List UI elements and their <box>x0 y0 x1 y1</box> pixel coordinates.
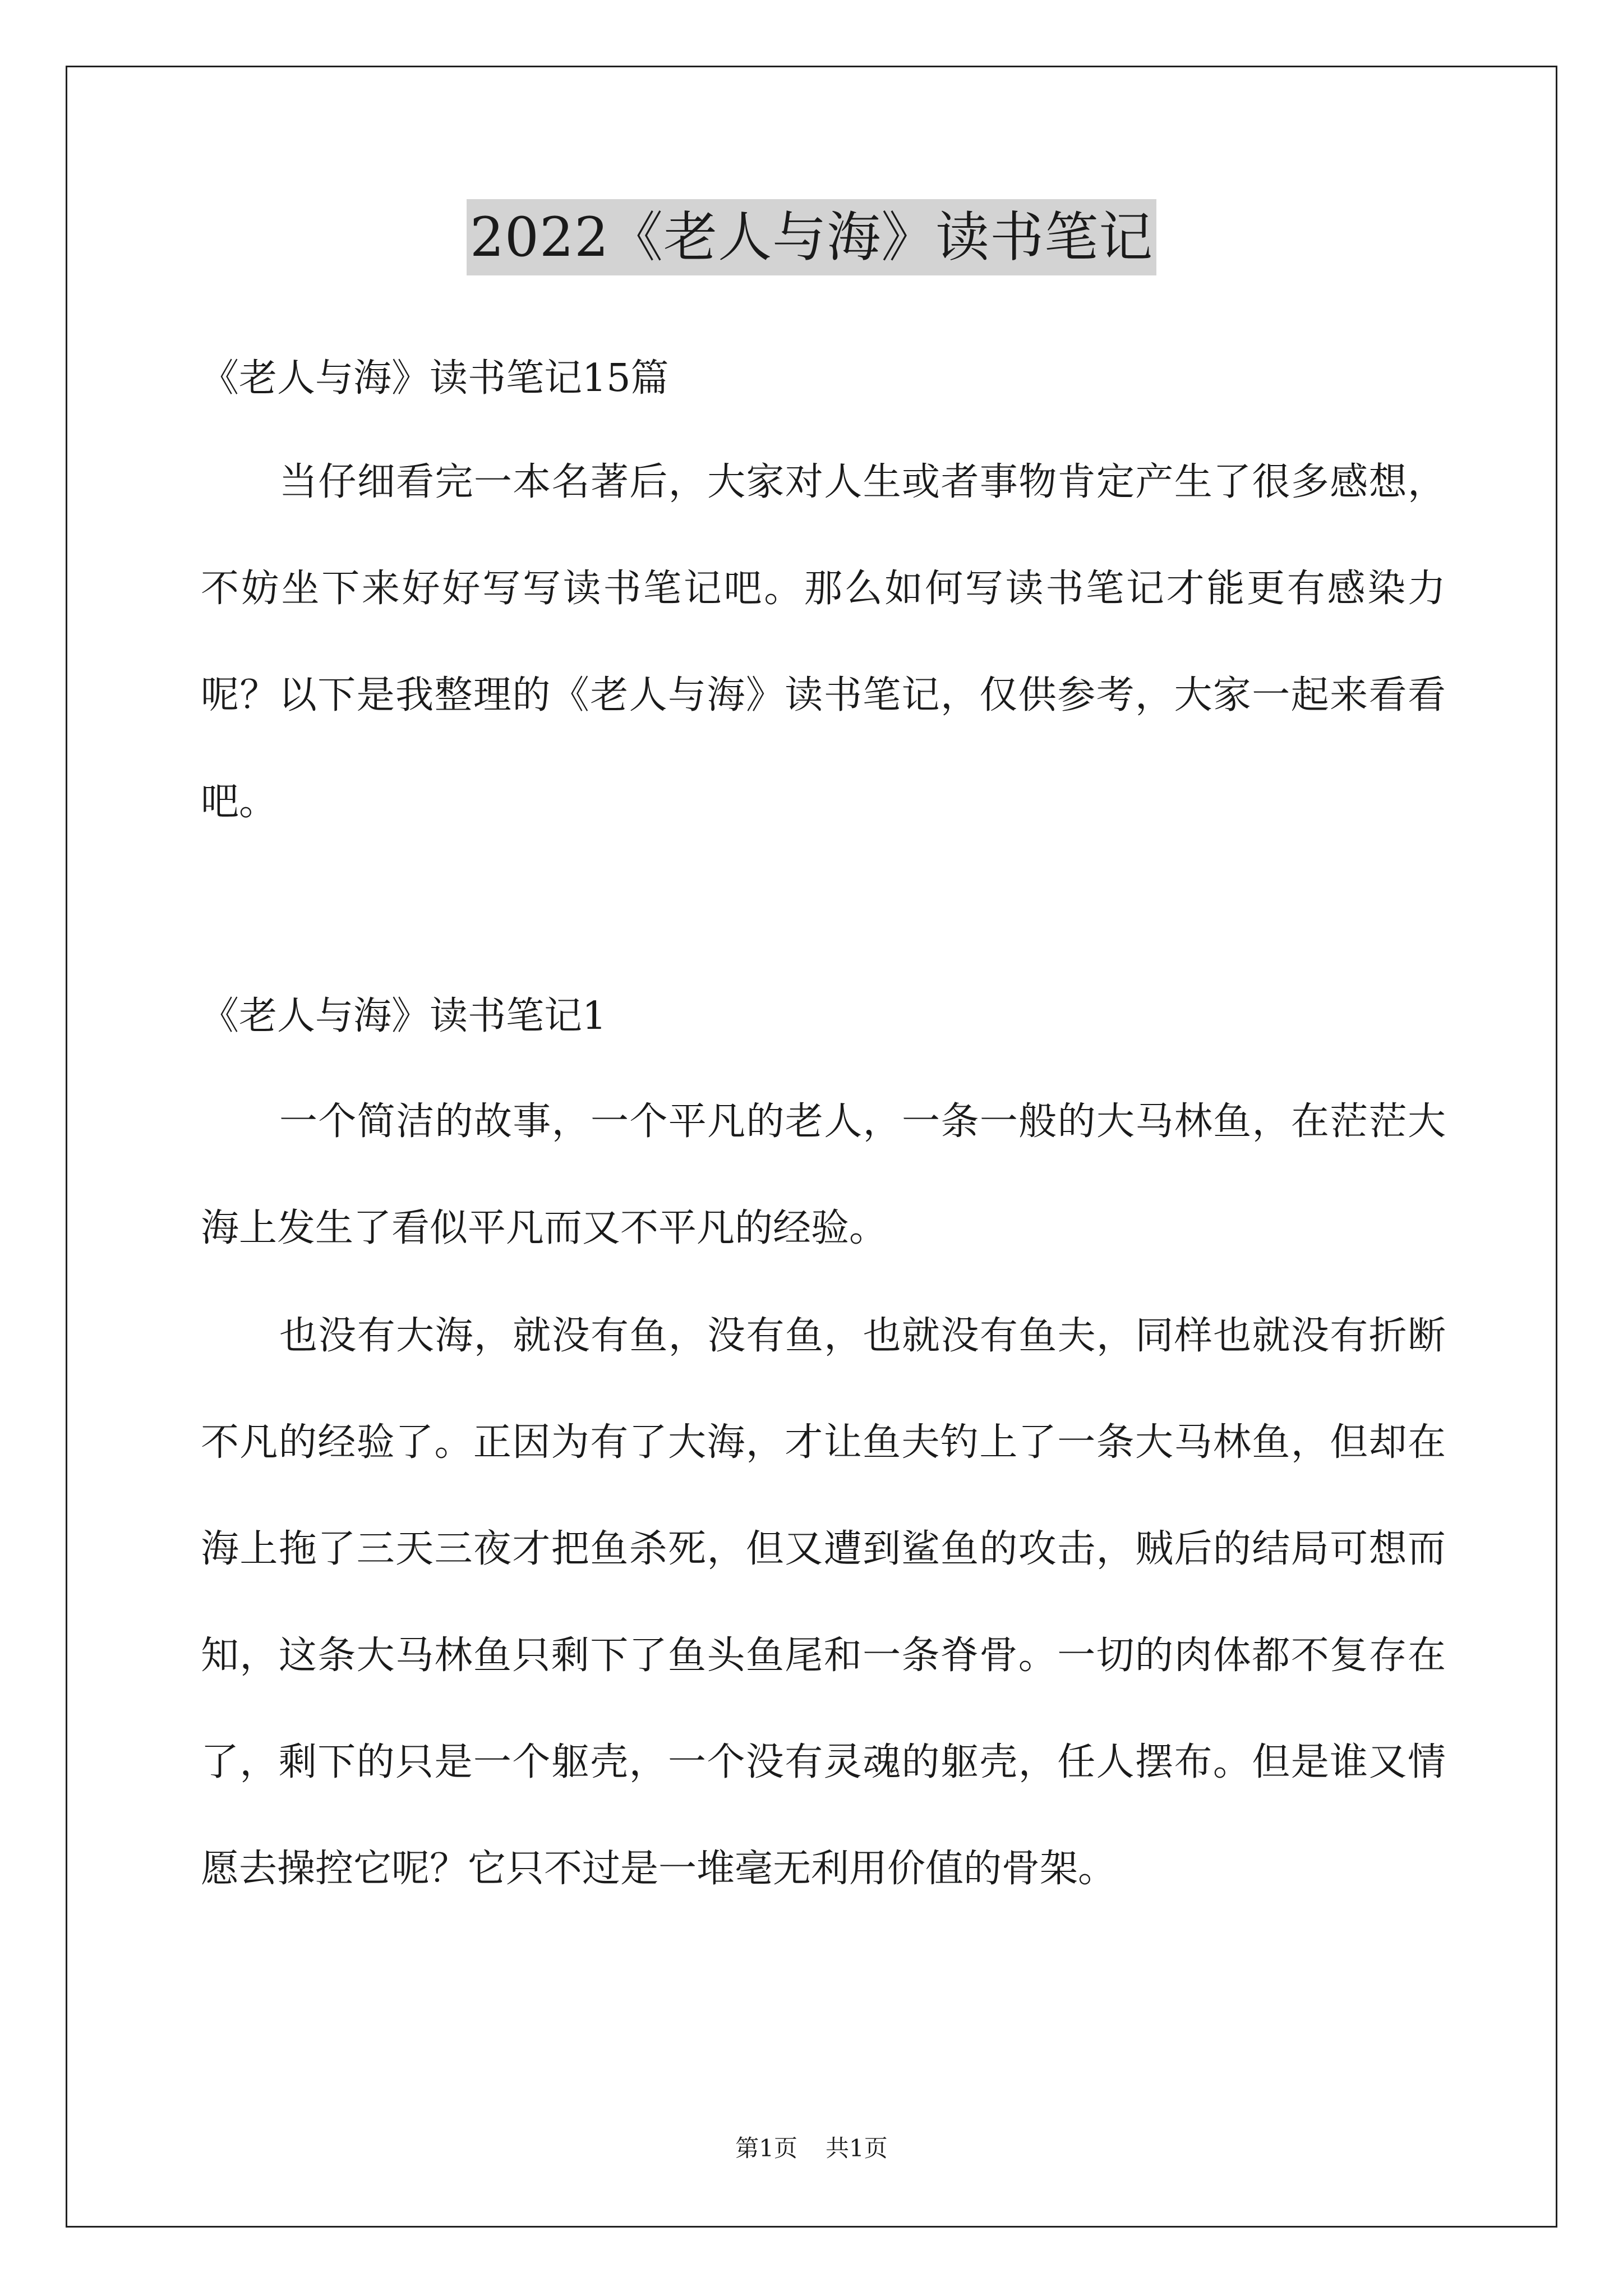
page-number-total: 共1页 <box>826 2134 888 2162</box>
page-number-current: 第1页 <box>735 2134 797 2162</box>
document-title: 2022《老人与海》读书笔记 <box>467 199 1156 275</box>
section-1-paragraph-2: 也没有大海，就没有鱼，没有鱼，也就没有鱼夫，同样也就没有折断不凡的经验了。正因为有了大海，才让鱼夫钓上了一条大马林鱼，但却在海上拖了三天三夜才把鱼杀死，但又遭到鲨鱼的攻击，贼后的结局可想而知，这条大马林鱼只剩下了鱼头鱼尾和一条脊骨。一切的肉体都不复存在了，剩下的只是一个躯壳，一个没有灵魂的躯壳，任人摆布。但是谁又情愿去操控它呢？它只不过是一堆毫无利用价值的骨架。 <box>201 1314 1446 1891</box>
collection-heading: 《老人与海》读书笔记15篇 <box>201 356 669 401</box>
title-container <box>0 199 1623 275</box>
intro-paragraph: 当仔细看完一本名著后，大家对人生或者事物肯定产生了很多感想，不妨坐下来好好写写读书笔记吧。那么如何写读书笔记才能更有感染力呢？以下是我整理的《老人与海》读书笔记，仅供参考，大家一起来看看吧。 <box>201 460 1446 824</box>
page-footer <box>0 2132 1623 2165</box>
section-1-paragraph-1: 一个简洁的故事，一个平凡的老人，一条一般的大马林鱼，在茫茫大海上发生了看似平凡而又不平凡的经验。 <box>201 1099 1446 1250</box>
section-1-heading: 《老人与海》读书笔记1 <box>201 994 607 1038</box>
